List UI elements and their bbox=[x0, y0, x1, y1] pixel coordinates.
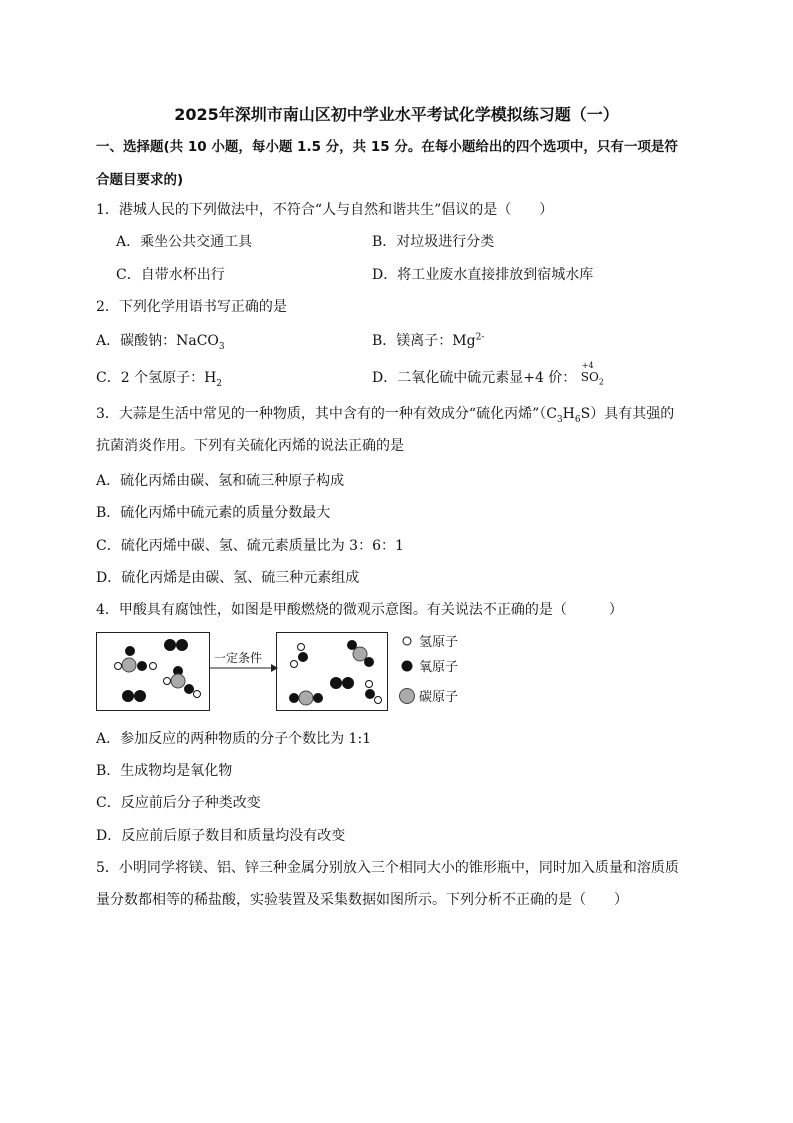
hydrogen-atom bbox=[366, 681, 373, 688]
question-4-option-a: A．参加反应的两种物质的分子个数比为 1:1 bbox=[96, 731, 372, 747]
hydrogen-atom bbox=[115, 663, 122, 670]
carbon-atom bbox=[353, 647, 367, 661]
question-4-option-d: D．反应前后原子数目和质量均没有改变 bbox=[96, 828, 346, 844]
oxygen-atom bbox=[313, 693, 323, 703]
hydrogen-atom bbox=[298, 644, 305, 651]
hydrogen-atom bbox=[150, 663, 157, 670]
question-2-option-b: B．镁离子：$Mg^{2-}$ bbox=[372, 332, 485, 349]
question-4-option-b: B．生成物均是氧化物 bbox=[96, 763, 233, 779]
combustion-micro-diagram bbox=[96, 628, 476, 714]
hydrogen-atom bbox=[291, 661, 298, 668]
question-5-stem-line2: 量分数都相等的稀盐酸，实验装置及采集数据如图所示。下列分析不正确的是（ ） bbox=[96, 892, 628, 908]
so2-formula: +4 $SO_2$ bbox=[580, 361, 604, 387]
question-3-option-d: D．硫化丙烯是由碳、氢、硫三种元素组成 bbox=[96, 570, 360, 586]
legend-carbon-icon bbox=[400, 689, 415, 704]
page-title: 2025年深圳市南山区初中学业水平考试化学模拟练习题（一） bbox=[174, 105, 619, 124]
carbon-atom bbox=[122, 658, 136, 672]
oxygen-atom bbox=[289, 693, 299, 703]
question-1-option-d: D．将工业废水直接排放到宿城水库 bbox=[372, 267, 594, 283]
reactant-box bbox=[97, 633, 210, 711]
question-5-stem-line1: 5．小明同学将镁、铝、锌三种金属分别放入三个相同大小的锥形瓶中，同时加入质量和溶质质 bbox=[96, 860, 679, 876]
oxygen-atom bbox=[164, 639, 176, 651]
question-4-option-c: C．反应前后分子种类改变 bbox=[96, 795, 261, 811]
legend-hydrogen-label: 氢原子 bbox=[419, 635, 459, 650]
carbon-atom bbox=[171, 674, 185, 688]
section-heading-line2: 合题目要求的) bbox=[96, 172, 184, 188]
oxygen-atom bbox=[134, 690, 146, 702]
oxygen-atom bbox=[122, 690, 134, 702]
oxygen-atom bbox=[298, 652, 308, 662]
legend-carbon-label: 碳原子 bbox=[419, 690, 459, 705]
question-3-option-c: C．硫化丙烯中碳、氢、硫元素质量比为 3：6：1 bbox=[96, 538, 404, 554]
legend-oxygen-icon bbox=[402, 661, 413, 672]
question-1-stem: 1．港城人民的下列做法中，不符合“人与自然和谐共生”倡议的是（ ） bbox=[96, 202, 554, 218]
question-2-stem: 2．下列化学用语书写正确的是 bbox=[96, 299, 287, 315]
question-2-option-d: D．二氧化硫中硫元素显+4 价： +4 $SO_2$ bbox=[372, 361, 604, 387]
oxygen-atom bbox=[137, 661, 147, 671]
legend-oxygen-label: 氧原子 bbox=[419, 660, 459, 675]
question-3-stem-line2: 抗菌消炎作用。下列有关硫化丙烯的说法正确的是 bbox=[96, 438, 404, 454]
question-1-option-b: B．对垃圾进行分类 bbox=[372, 234, 495, 250]
question-3-stem-line1: 3．大蒜是生活中常见的一种物质，其中含有的一种有效成分“硫化丙烯$”(C_3H_6S)$具有其强的 bbox=[96, 406, 675, 425]
question-4-stem: 4．甲酸具有腐蚀性，如图是甲酸燃烧的微观示意图。有关说法不正确的是（ ） bbox=[96, 602, 623, 618]
oxygen-atom bbox=[125, 646, 135, 656]
oxygen-atom bbox=[342, 677, 354, 689]
carbon-atom bbox=[299, 691, 313, 705]
question-1-option-a: A．乘坐公共交通工具 bbox=[116, 234, 253, 250]
question-2-option-c: C．2 个氢原子：$H_2$ bbox=[96, 370, 223, 389]
hydrogen-atom bbox=[194, 691, 201, 698]
oxygen-atom bbox=[330, 677, 342, 689]
section-heading-line1: 一、选择题(共 10 小题，每小题 1.5 分，共 15 分。在每小题给出的四个选项中，只有一项是符 bbox=[96, 139, 678, 155]
question-3-option-a: A．硫化丙烯由碳、氢和硫三种原子构成 bbox=[96, 473, 345, 489]
hydrogen-atom bbox=[375, 697, 382, 704]
reaction-condition: 一定条件 bbox=[214, 651, 263, 665]
question-2-option-a: A．碳酸钠：NaCO$_3$ bbox=[96, 333, 225, 352]
question-3-option-b: B．硫化丙烯中硫元素的质量分数最大 bbox=[96, 505, 331, 521]
oxygen-atom bbox=[176, 639, 188, 651]
hydrogen-atom bbox=[164, 678, 171, 685]
question-1-option-c: C．自带水杯出行 bbox=[116, 267, 225, 283]
legend-hydrogen-icon bbox=[403, 637, 411, 645]
oxygen-atom bbox=[365, 689, 375, 699]
oxygen-atom bbox=[184, 684, 194, 694]
oxygen-atom bbox=[364, 657, 374, 667]
